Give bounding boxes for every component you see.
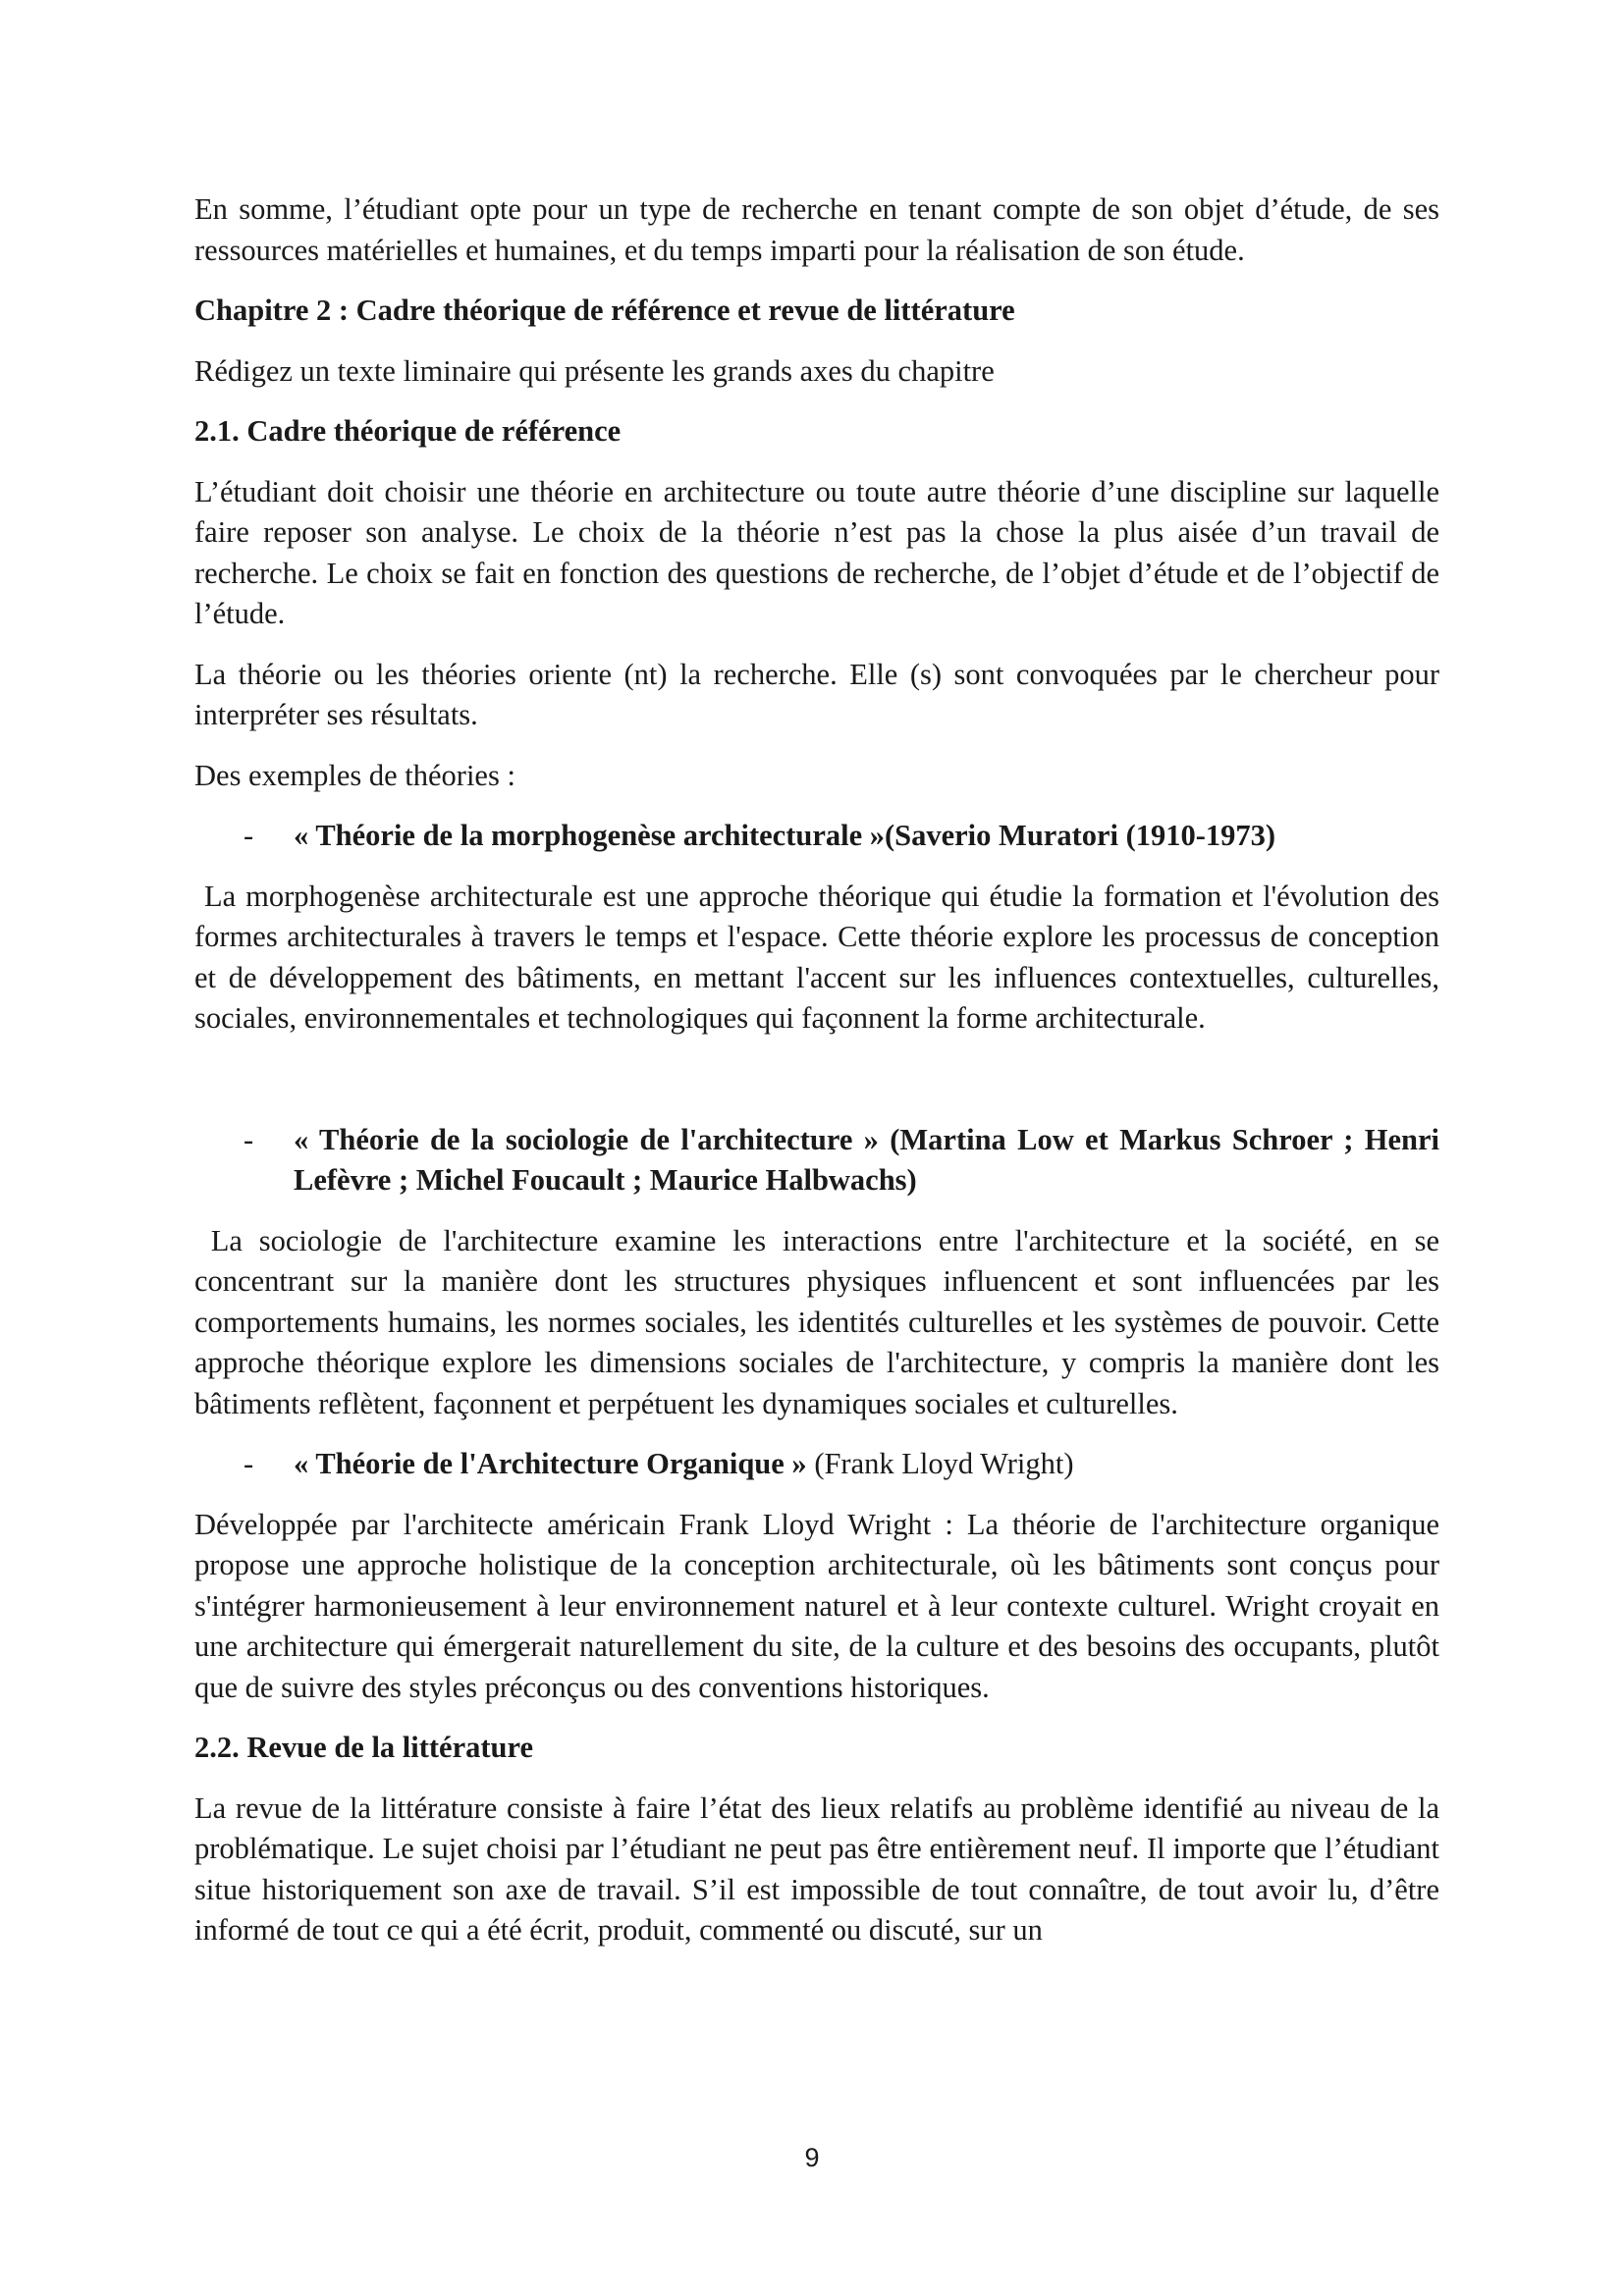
morphogenese-paragraph [194, 877, 1439, 1040]
chapter-2-heading: Chapitre 2 : Cadre théorique de référence et revue de littérature [194, 294, 1015, 327]
bullet-organique [194, 1444, 1439, 1485]
bullet-morphogenese [194, 816, 1439, 857]
theory-choice-paragraph: L’étudiant doit choisir une théorie en architecture ou toute autre théorie d’une discipline sur laquelle faire reposer son analyse. Le choix de la théorie n’est pas la chose la plus aisée d’un travail de recherche. Le choix se fait en fonction des questions de recherche, de l’objet d’étude et de l’objectif de l’étude. [194, 474, 1439, 630]
section-2-1-heading: 2.1. Cadre théorique de référence [194, 414, 622, 448]
bullet-dash: - [244, 1122, 254, 1156]
bullet-morphogenese-title: « Théorie de la morphogenèse architecturale »(Saverio Muratori (1910-1973) [294, 819, 1276, 852]
review-paragraph: La revue de la littérature consiste à faire l’état des lieux relatifs au problème identifié au niveau de la problématique. Le sujet choisi par l’étudiant ne peut pas être entièrement neuf. Il importe que l’étudiant situe historiquement son axe de travail. S’il est impossible de tout connaître, de tout avoir lu, d’être informé de tout ce qui a été écrit, produit, commenté ou discuté, sur un [194, 1790, 1439, 1947]
page-number: 9 [804, 2143, 820, 2172]
bullet-organique-author: (Frank Lloyd Wright) [806, 1447, 1074, 1480]
bullet-sociologie [194, 1120, 1439, 1201]
bullet-sociologie-title: « Théorie de la sociologie de l'architecture » (Martina Low et Markus Schroer ; Henri Lefèvre ; Michel Foucault ; Maurice Halbwachs) [294, 1122, 1439, 1197]
blank-line [194, 1059, 1439, 1120]
bullet-dash: - [244, 819, 254, 852]
sociologie-paragraph [194, 1221, 1439, 1425]
liminaire-paragraph: Rédigez un texte liminaire qui présente les grands axes du chapitre [194, 353, 995, 388]
organique-paragraph: Développée par l'architecte américain Frank Lloyd Wright : La théorie de l'architecture organique propose une approche holistique de la conception architecturale, où les bâtiments sont conçus pour s'intégrer harmonieusement à leur environnement naturel et à leur contexte culturel. Wright croyait en une architecture qui émergerait naturellement du site, de la culture et des besoins des occupants, plutôt que de suivre des styles préconçus ou des conventions historiques. [194, 1507, 1439, 1704]
examples-intro: Des exemples de théories : [194, 758, 515, 792]
theory-orient-paragraph: La théorie ou les théories oriente (nt) la recherche. Elle (s) sont convoquées par le chercheur pour interpréter ses résultats. [194, 657, 1439, 731]
section-2-2-heading: 2.2. Revue de la littérature [194, 1731, 534, 1764]
intro-paragraph: En somme, l’étudiant opte pour un type de recherche en tenant compte de son objet d’étude, de ses ressources matérielles et humaines, et du temps imparti pour la réalisation de son étude. [194, 192, 1439, 267]
page-content [194, 189, 1439, 1971]
morphogenese-text: La morphogenèse architecturale est une approche théorique qui étudie la formation et l'évolution des formes architecturales à travers le temps et l'espace. Cette théorie explore les processus de conception et de développement des bâtiments, en mettant l'accent sur les influences contextuelles, culturelles, sociales, environnementales et technologiques qui façonnent la forme architecturale. [194, 879, 1439, 1035]
sociologie-text: La sociologie de l'architecture examine les interactions entre l'architecture et la société, en se concentrant sur la manière dont les structures physiques influencent et sont influencées par les comportements humains, les normes sociales, les identités culturelles et les systèmes de pouvoir. Cette approche théorique explore les dimensions sociales de l'architecture, y compris la manière dont les bâtiments reflètent, façonnent et perpétuent les dynamiques sociales et culturelles. [194, 1223, 1439, 1420]
bullet-dash: - [244, 1447, 254, 1480]
bullet-organique-title: « Théorie de l'Architecture Organique » [294, 1447, 807, 1480]
